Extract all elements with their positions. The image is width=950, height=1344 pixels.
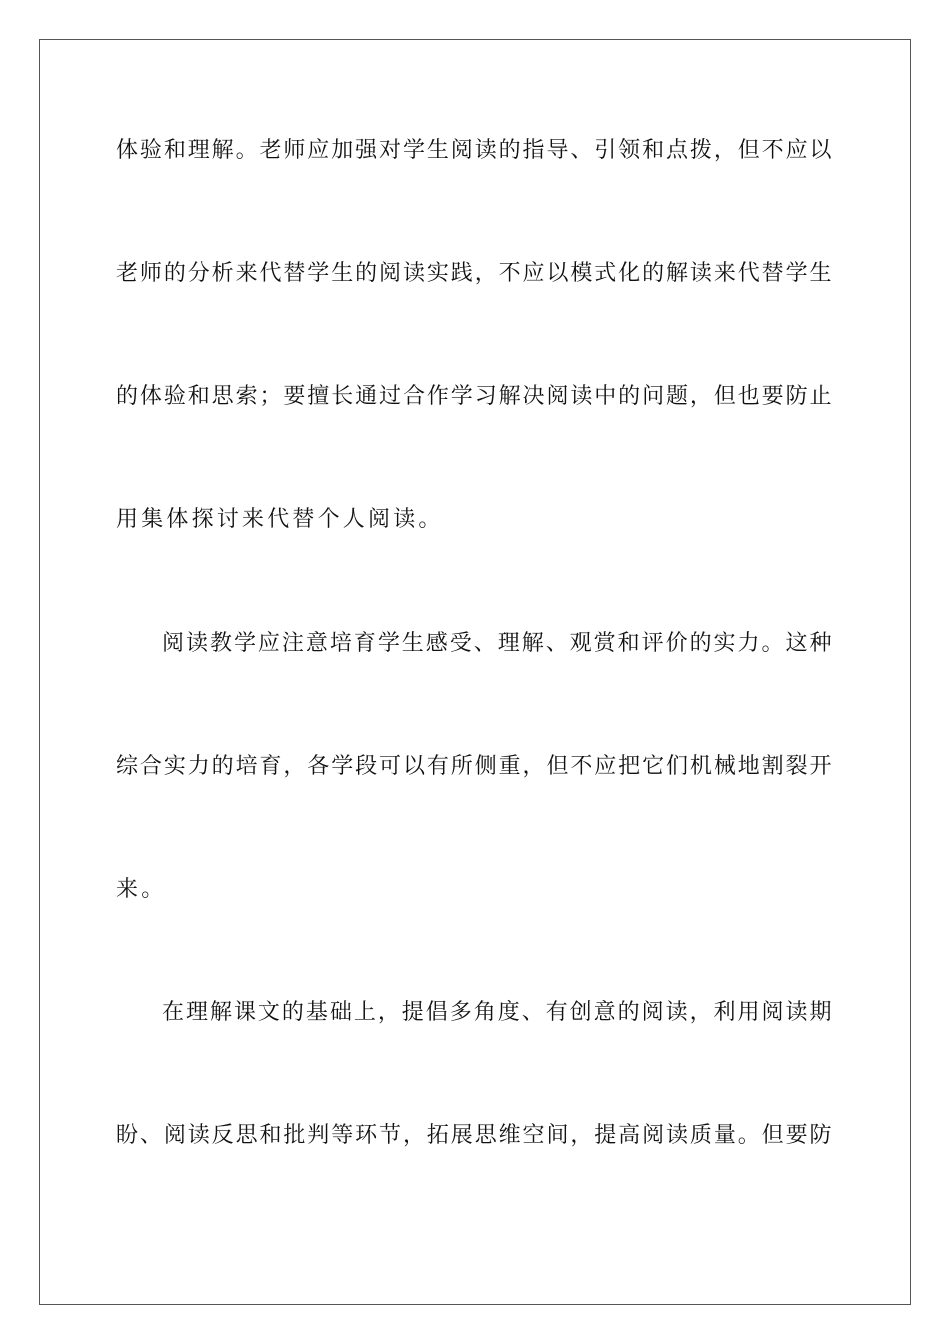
text-line: 盼、阅读反思和批判等环节，拓展思维空间，提高阅读质量。但要防 (116, 1123, 832, 1148)
text-line: 体验和理解。老师应加强对学生阅读的指导、引领和点拨，但不应以 (116, 138, 832, 163)
text-line: 的体验和思索；要擅长通过合作学习解决阅读中的问题，但也要防止 (116, 384, 832, 409)
page-border (39, 39, 911, 1305)
text-line: 阅读教学应注意培育学生感受、理解、观赏和评价的实力。这种 (162, 631, 832, 656)
text-line: 用集体探讨来代替个人阅读。 (116, 507, 444, 532)
text-line: 老师的分析来代替学生的阅读实践，不应以模式化的解读来代替学生 (116, 261, 832, 286)
text-line: 在理解课文的基础上，提倡多角度、有创意的阅读，利用阅读期 (162, 1000, 832, 1025)
text-line: 综合实力的培育，各学段可以有所侧重，但不应把它们机械地割裂开 (116, 754, 832, 779)
text-line: 来。 (116, 877, 167, 902)
